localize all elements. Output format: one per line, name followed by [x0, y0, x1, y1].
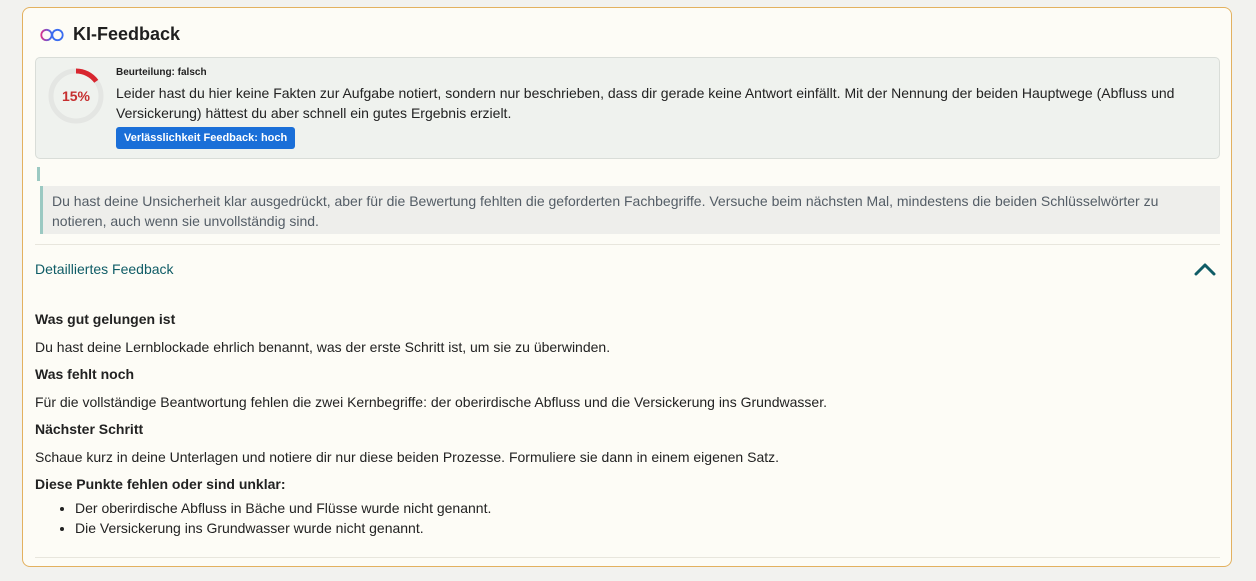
section-text: Schaue kurz in deine Unterlagen und notiere dir nur diese beiden Prozesse. Formuliere sie dann in einem eigenen Satz. — [35, 449, 780, 465]
detailed-feedback-label: Detailliertes Feedback — [35, 261, 174, 277]
quote-accent — [37, 167, 40, 181]
divider — [35, 244, 1220, 245]
assessment-panel — [35, 57, 1220, 159]
list-item: • Der oberirdische Abfluss in Bäche und Flüsse wurde nicht genannt. — [75, 498, 491, 518]
section-heading: Nächster Schritt — [35, 421, 144, 437]
chevron-up-icon[interactable] — [1194, 262, 1216, 281]
score-gauge — [46, 66, 106, 126]
divider — [35, 557, 1220, 558]
reliability-badge: Verlässlichkeit Feedback: hoch — [116, 127, 295, 149]
section-text: Für die vollständige Beantwortung fehlen die zwei Kernbegriffe: der oberirdische Abfluss und die Versickerung ins Grundwasser. — [35, 394, 827, 410]
infinity-icon — [39, 28, 65, 42]
list-item: • Die Versickerung ins Grundwasser wurde nicht genannt. — [75, 518, 491, 538]
section-heading: Was fehlt noch — [35, 366, 135, 382]
card-header — [39, 24, 180, 45]
summary-quote: Du hast deine Unsicherheit klar ausgedrückt, aber für die Bewertung fehlten die geforderten Fachbegriffe. Versuche beim nächsten Mal, mindestens die beiden Schlüsselwörter zu notieren, auch wenn sie unvollständig sind. — [40, 186, 1220, 234]
card-title: KI-Feedback — [73, 24, 181, 44]
score-label: 15% — [61, 88, 91, 104]
missing-points-list — [35, 498, 491, 538]
assessment-text: Leider hast du hier keine Fakten zur Aufgabe notiert, sondern nur beschrieben, dass dir gerade keine Antwort einfällt. Mit der Nennung der beiden Hauptwege (Abfluss und Versickerung) hättest du aber schnell ein gutes Ergebnis erzielt. — [116, 85, 1175, 121]
missing-points-heading: Diese Punkte fehlen oder sind unklar: — [35, 476, 286, 492]
detailed-feedback-toggle[interactable] — [35, 255, 1220, 285]
ki-feedback-card — [22, 7, 1232, 567]
section-heading: Was gut gelungen ist — [35, 311, 176, 327]
section-text: Du hast deine Lernblockade ehrlich benannt, was der erste Schritt ist, um sie zu überwinden. — [35, 339, 611, 355]
verdict-label: Beurteilung: falsch — [116, 67, 207, 78]
